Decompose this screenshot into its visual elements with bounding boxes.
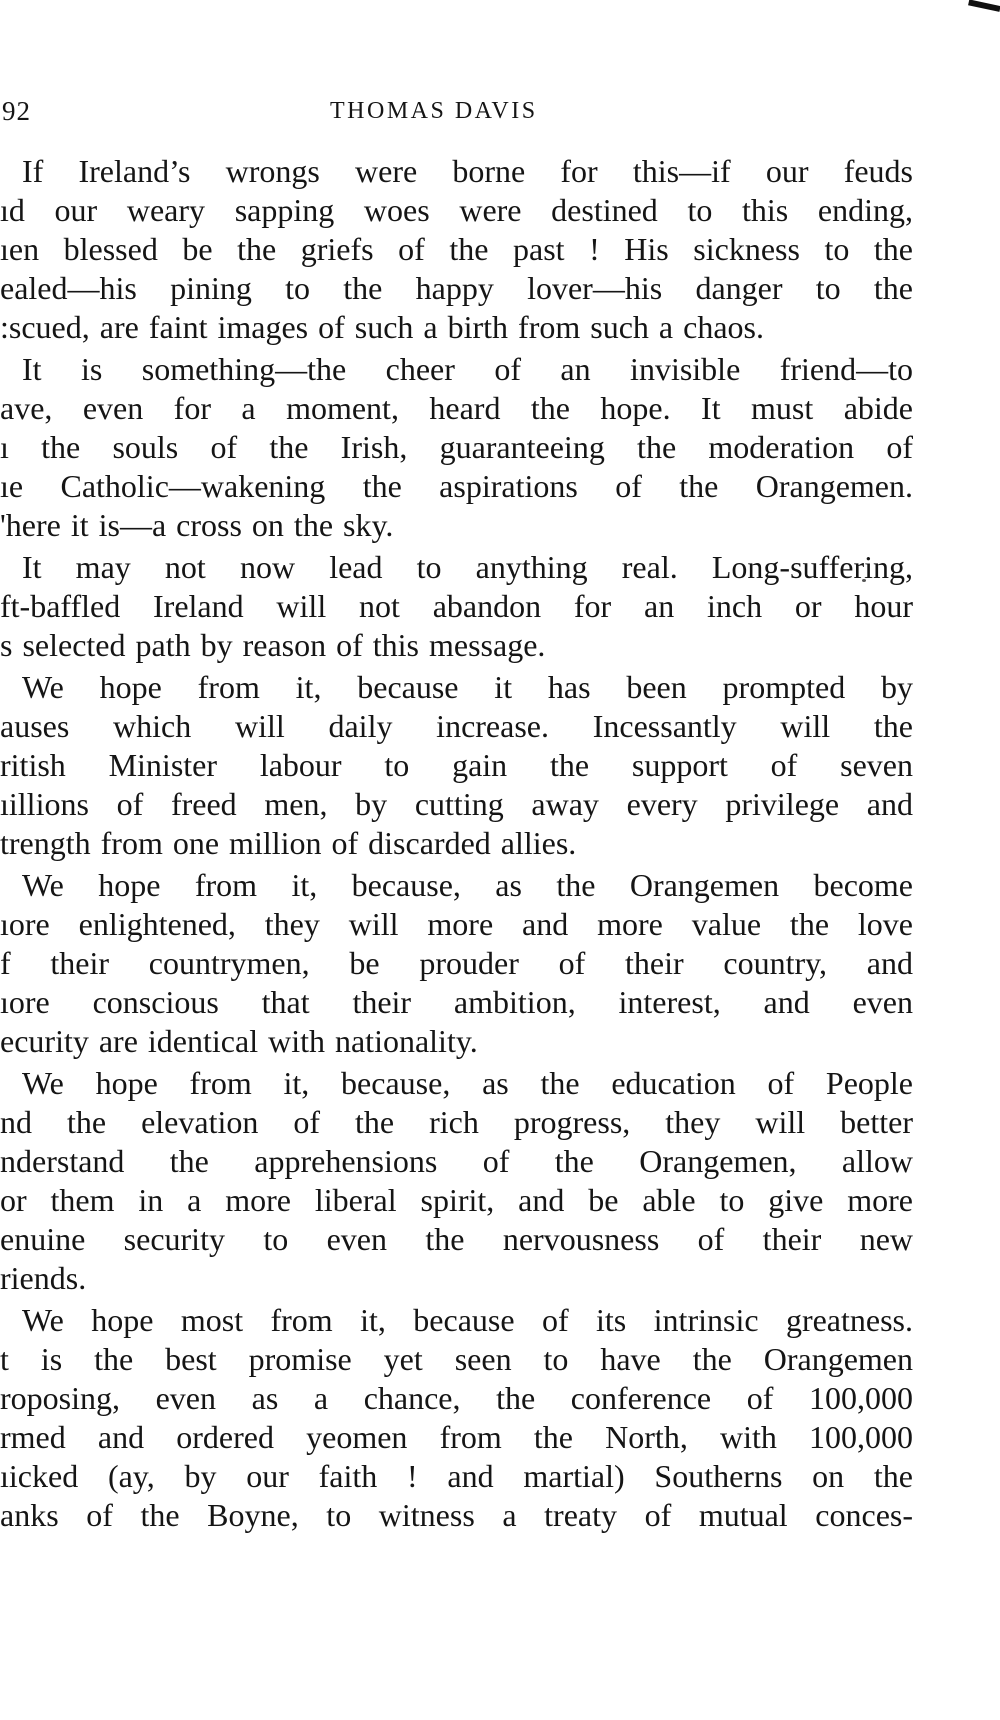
text-line: anks of the Boyne, to witness a treaty of mutual conces- <box>0 1497 913 1533</box>
text-line: It may not now lead to anything real. Long-suffering, <box>22 549 913 585</box>
text-line: rmed and ordered yeomen from the North, with 100,000 <box>0 1419 913 1455</box>
text-line: ft-baffled Ireland will not abandon for an inch or hour <box>0 588 913 624</box>
text-line: ı the souls of the Irish, guaranteeing the moderation of <box>0 429 913 465</box>
text-line: ıd our weary sapping woes were destined to this ending, <box>0 192 913 228</box>
paragraph <box>0 668 913 863</box>
text-line: ecurity are identical with nationality. <box>0 1023 478 1059</box>
page-number: 92 <box>2 96 31 126</box>
text-line: f their countrymen, be prouder of their country, and <box>0 945 913 981</box>
text-line: roposing, even as a chance, the conference of 100,000 <box>0 1380 913 1416</box>
text-line: riends. <box>0 1260 87 1296</box>
text-line: ıe Catholic—wakening the aspirations of the Orangemen. <box>0 468 913 504</box>
text-line: It is something—the cheer of an invisible friend—to <box>22 351 913 387</box>
text-line: We hope from it, because it has been prompted by <box>22 669 913 705</box>
text-line: enuine security to even the nervousness of their new <box>0 1221 913 1257</box>
text-line: :scued, are faint images of such a birth from such a chaos. <box>0 309 764 345</box>
text-line: ealed—his pining to the happy lover—his danger to the <box>0 270 913 306</box>
text-line: nderstand the apprehensions of the Orangemen, allow <box>0 1143 913 1179</box>
text-line: auses which will daily increase. Incessantly will the <box>0 708 913 744</box>
paragraph <box>0 350 913 545</box>
text-line: s selected path by reason of this message. <box>0 627 546 663</box>
paragraph <box>0 1064 913 1298</box>
running-title: THOMAS DAVIS <box>330 98 538 124</box>
text-line: We hope from it, because, as the education of People <box>22 1065 913 1101</box>
paragraph <box>0 152 913 347</box>
text-line: ıicked (ay, by our faith ! and martial) Southerns on the <box>0 1458 913 1494</box>
paragraph <box>0 1301 913 1535</box>
text-line: trength from one million of discarded allies. <box>0 825 577 861</box>
text-line: nd the elevation of the rich progress, they will better <box>0 1104 913 1140</box>
text-line: or them in a more liberal spirit, and be able to give more <box>0 1182 913 1218</box>
text-line: 'here it is—a cross on the sky. <box>0 507 394 543</box>
text-line: ıore enlightened, they will more and more value the love <box>0 906 913 942</box>
text-line: If Ireland’s wrongs were borne for this—if our feuds <box>22 153 913 189</box>
page-edge-mark <box>968 0 1000 12</box>
text-line: We hope from it, because, as the Orangemen become <box>22 867 913 903</box>
text-line: ave, even for a moment, heard the hope. It must abide <box>0 390 913 426</box>
page-header <box>0 96 1000 136</box>
paragraph <box>0 548 913 665</box>
text-line: We hope most from it, because of its intrinsic greatness. <box>22 1302 913 1338</box>
text-line: ritish Minister labour to gain the support of seven <box>0 747 913 783</box>
text-line: ıillions of freed men, by cutting away every privilege and <box>0 786 913 822</box>
body-text <box>0 152 913 1538</box>
text-line: t is the best promise yet seen to have the Orangemen <box>0 1341 913 1377</box>
text-line: ıen blessed be the griefs of the past ! His sickness to the <box>0 231 913 267</box>
text-line: ıore conscious that their ambition, interest, and even <box>0 984 913 1020</box>
paragraph <box>0 866 913 1061</box>
